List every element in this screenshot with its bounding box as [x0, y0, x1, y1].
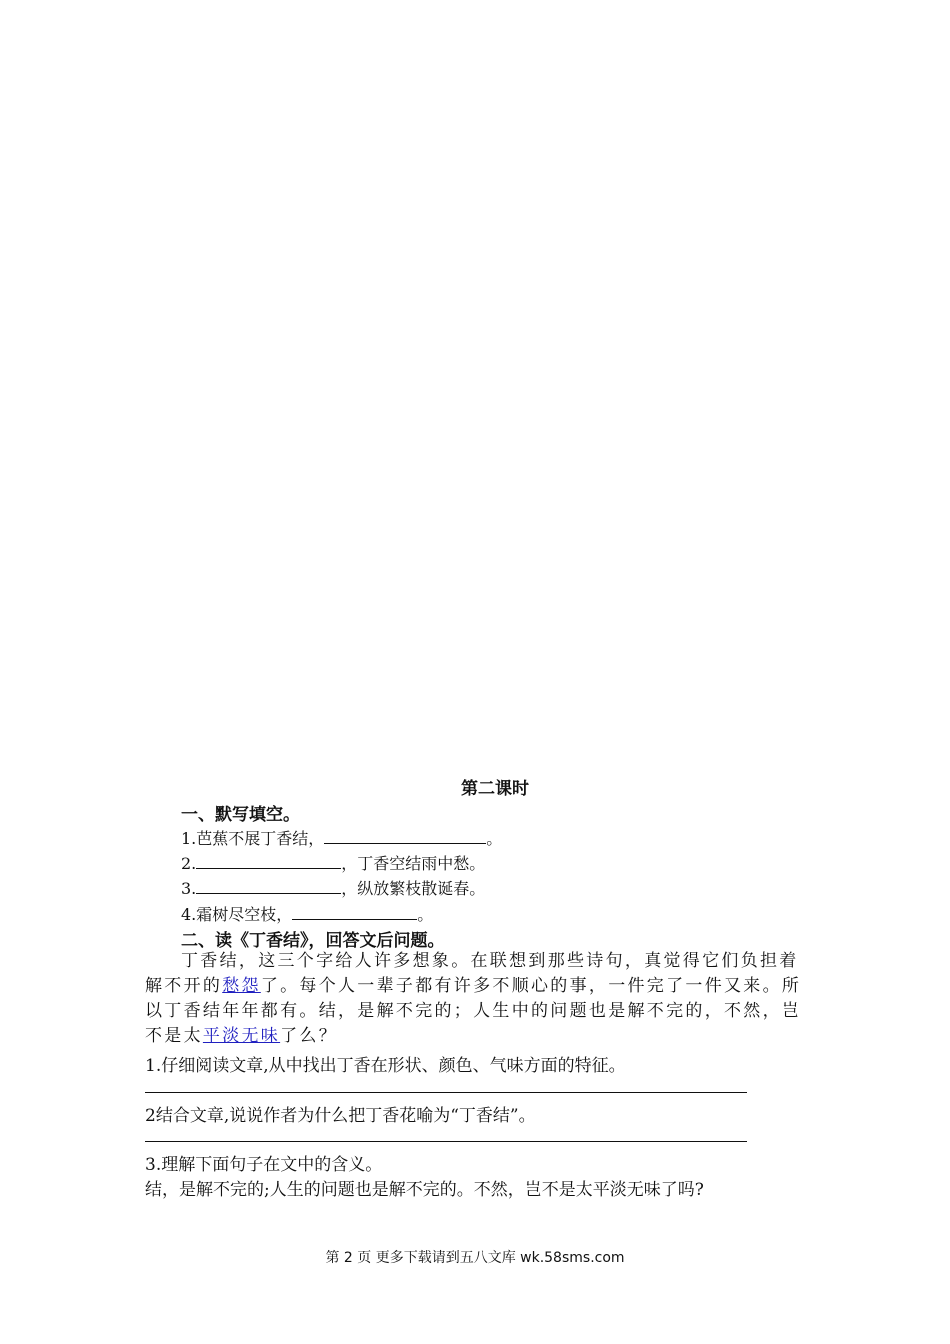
page-footer: 第 2 页 更多下载请到五八文库 wk.58sms.com [325, 1250, 625, 1266]
question-1: 1.仔细阅读文章,从中找出丁香在形状、颜色、气味方面的特征。 [145, 1056, 626, 1076]
fill-blank[interactable] [292, 901, 417, 920]
answer-line[interactable] [145, 1141, 747, 1142]
fill-item-text: 3. [181, 879, 197, 898]
fill-item-text: 1.芭蕉不展丁香结， [181, 829, 325, 848]
fill-item-text: 2. [181, 854, 197, 873]
fill-item-text: ，纵放繁枝散诞春。 [341, 879, 486, 898]
fill-item-text: 。 [417, 905, 434, 924]
lesson-title: 第二课时 [461, 779, 529, 799]
answer-line[interactable] [145, 1092, 747, 1093]
fill-item-3 [181, 875, 485, 899]
fill-item-text: ，丁香空结雨中愁。 [341, 854, 486, 873]
quote-sentence: 结，是解不完的;人生的问题也是解不完的。不然，岂不是太平淡无味了吗? [145, 1180, 704, 1200]
fill-blank[interactable] [324, 825, 486, 844]
passage-text: 丁香结，这三个字给人许多想象。在联想到那些诗句，真觉得它们负担着解不开的 [145, 951, 799, 996]
question-2: 2结合文章,说说作者为什么把丁香花喻为“丁香结”。 [145, 1106, 536, 1126]
passage-link[interactable]: 愁怨 [222, 976, 261, 996]
fill-item-1 [181, 825, 502, 849]
passage-text: 了么？ [280, 1026, 339, 1046]
section1-heading: 一、默写填空。 [181, 805, 300, 825]
section2-heading: 二、读《丁香结》，回答文后问题。 [181, 931, 445, 951]
fill-item-text: 4.霜树尽空枝， [181, 905, 293, 924]
fill-item-4 [181, 901, 433, 925]
fill-item-text: 。 [486, 829, 503, 848]
passage-link[interactable]: 平淡无味 [202, 1026, 281, 1046]
fill-blank[interactable] [196, 850, 341, 869]
reading-passage [145, 949, 805, 1049]
fill-item-2 [181, 850, 485, 874]
fill-blank[interactable] [196, 875, 341, 894]
passage-text: 了。每个人一辈子都有许多不顺心的事，一件完了一件又来。所以丁香结年年都有。结，是解不完的；人生中的问题也是解不完的，不然，岂不是太 [145, 976, 802, 1046]
question-3: 3.理解下面句子在文中的含义。 [145, 1155, 383, 1175]
